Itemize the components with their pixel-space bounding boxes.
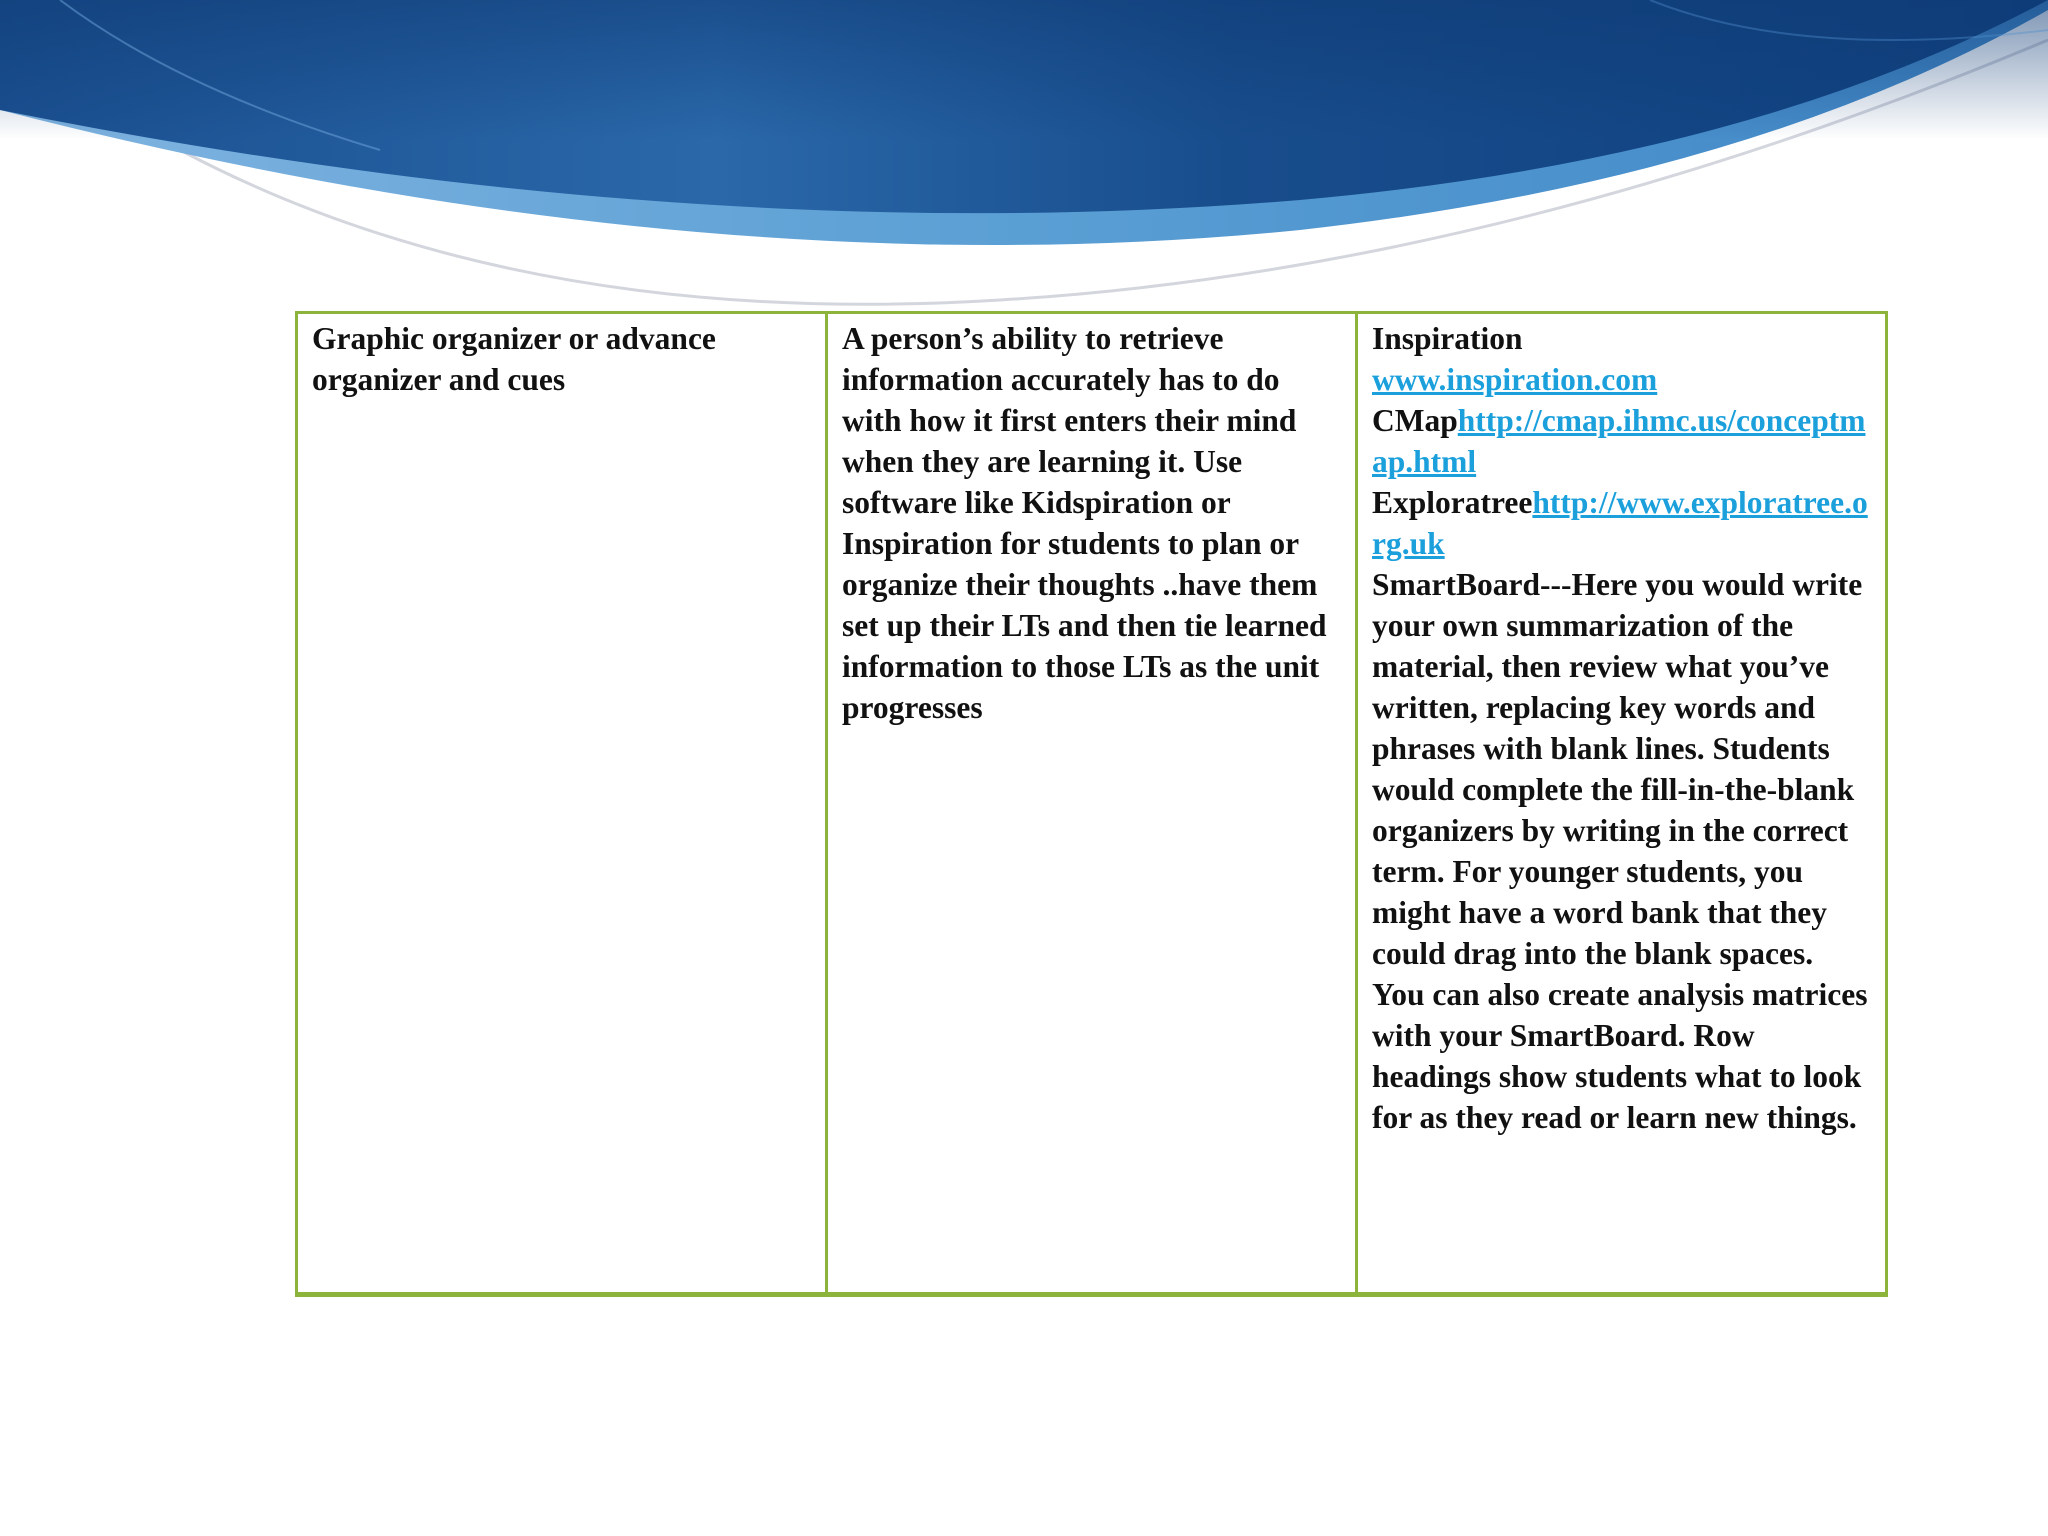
tool-name-exploratree: Exploratree (1372, 485, 1533, 520)
strategy-table (295, 311, 1888, 1297)
rationale-text: A person’s ability to retrieve information accurately has to do with how it first enters their mind when they are learning it. Use software like Kidspiration or Inspiration for students to plan or organize their thoughts ..have them set up their LTs and then tie learned information to those LTs as the unit progresses (842, 321, 1327, 725)
table-row (297, 313, 1887, 1295)
tool-name-cmap: CMap (1372, 403, 1458, 438)
resources-cell (1357, 313, 1887, 1295)
exploratree-link[interactable]: http://www.exploratree.org.uk (1372, 485, 1868, 561)
smartboard-paragraph: SmartBoard---Here you would write your own summarization of the material, then review what you’ve written, replacing key words and phrases with blank lines. Students would complete the fill-in-the-blank organizers by writing in the correct term. For younger students, you might have a word bank that they could drag into the blank spaces. (1372, 567, 1863, 971)
inspiration-link[interactable]: www.inspiration.com (1372, 362, 1658, 397)
strategy-cell (297, 313, 827, 1295)
cmap-link[interactable]: http://cmap.ihmc.us/conceptmap.html (1372, 403, 1866, 479)
strategy-text: Graphic organizer or advance organizer and cues (312, 321, 716, 397)
analysis-paragraph: You can also create analysis matrices with your SmartBoard. Row headings show students what to look for as they read or learn new things. (1372, 977, 1868, 1135)
tool-name-inspiration: Inspiration (1372, 321, 1523, 356)
rationale-cell (827, 313, 1357, 1295)
header-banner (0, 0, 2048, 320)
